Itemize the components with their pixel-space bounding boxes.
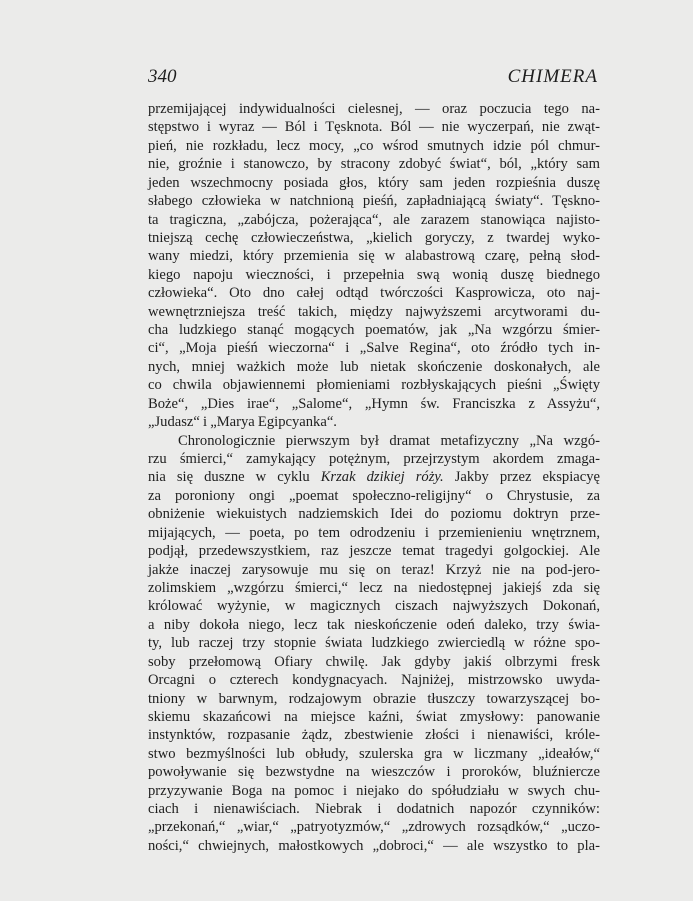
text-line <box>148 468 600 486</box>
text-line: tniony w barwnym, rodzajowym obrazie tłuszczy towarzyszącej bo- <box>148 690 600 707</box>
page-number: 340 <box>148 66 177 87</box>
text-line: Boże“, „Dies irae“, „Salome“, „Hymn św. Franciszka z Assyżu“, <box>148 395 600 412</box>
text-line: słabego człowieka w natchnioną pieśń, zapładniającą światy“. Tęskno- <box>148 193 600 210</box>
text-line: „Judasz“ i „Marya Egipcyanka“. <box>148 414 337 431</box>
text-line: a niby dokoła niego, lecz tak nieskończenie odeń daleko, trzy świa- <box>148 616 600 633</box>
text-line: ności,“ chwiejnych, małostkowych „dobroci,“ — ale wszystko to pla- <box>148 837 600 854</box>
text-line: przyzywanie Boga na pomoc i niejako do spółudziału w swych chu- <box>148 782 600 799</box>
text-segment: Jakby przez ekspiacyę <box>443 469 600 486</box>
text-line: przemijającej indywidualności cielesnej, — oraz poczucia tego na- <box>148 101 600 117</box>
text-line: skiemu skazańcowi na miejsce kaźni, świat zmysłowy: panowanie <box>148 708 600 725</box>
text-line: instynktów, rozpasanie żądz, zbestwienie złości i nienawiści, króle- <box>148 727 600 744</box>
text-line: nych, mniej ważkich może lub nietak skończenie doskonałych, ale <box>148 358 600 375</box>
text-line: jeden wszechmocny posiada głos, który sam jeden rozpieśnia duszę <box>148 174 600 191</box>
text-line: Orcagni o czterech kondygnacyach. Najniżej, mistrzowsko uwyda- <box>148 672 600 689</box>
text-line: tniejszą cechę człowieczeństwa, „kielich goryczy, z twardej wyko- <box>148 229 600 246</box>
body-text <box>148 100 600 855</box>
text-line: królować wyżynie, w magicznych ciszach najwyższych Dokonań, <box>148 598 600 615</box>
text-line: ty, lub raczej trzy stopnie świata ludzkiego zwierciedlą w różne spo- <box>148 635 600 652</box>
text-line: ciach i nienawiściach. Niebrak i dodatnich napozór czynników: <box>148 801 600 818</box>
running-title: CHIMERA <box>507 66 598 87</box>
text-line: stwo bezmyślności lub obłudy, szulerska gra w liczmany „ideałów,“ <box>148 745 600 762</box>
italic-title: Krzak dzikiej róży. <box>320 469 444 486</box>
text-line: jakże inaczej zarysowuje mu się on teraz! Krzyż nie na pod-jero- <box>148 561 600 578</box>
text-line: co chwila objawiennemi płomieniami rozbłyskających pieśni „Święty <box>148 377 600 394</box>
text-line: cha ludzkiego stanąć mogących poematów, jak „Na wzgórzu śmier- <box>148 322 600 339</box>
text-line: wewnętrzniejsza treść takich, między najwyższemi arcytworami du- <box>148 303 600 320</box>
text-line: podjął, przedewszystkiem, raz jeszcze temat tragedyi golgockiej. Ale <box>148 543 600 560</box>
text-line: kiego napoju wieczności, i przepełnia swą wonią duszę biednego <box>148 266 600 283</box>
text-line: nie, groźnie i stanowczo, by stracony zdobyć świat“, ból, „który sam <box>148 156 600 173</box>
text-line: „przekonań,“ „wiar,“ „patryotyzmów,“ „zdrowych rozsądków,“ „uczo- <box>148 819 600 836</box>
text-line: rzu śmierci,“ zamykający potężnym, przejrzystym akordem zmaga- <box>148 451 600 468</box>
text-line: zolimskiem „wzgórzu śmierci,“ lecz na niedostępnej jakiejś zda się <box>148 579 600 596</box>
text-line: ta tragiczna, „zabójcza, pożerająca“, ale zarazem stanowiąca najisto- <box>148 211 600 228</box>
text-line: soby przełomową Ofiary chwilę. Jak gdyby jakiś olbrzymi fresk <box>148 653 600 670</box>
text-line: pień, nie rozkładu, lecz mocy, „co wśrod smutnych idzie pól chmur- <box>148 137 600 154</box>
text-line: obniżenie wiekuistych nadziemskich Idei do poziomu doktryn prze- <box>148 506 600 523</box>
text-line: za poroniony ongi „poemat społeczno-religijny“ o Chrystusie, za <box>148 487 600 504</box>
text-line: Chronologicznie pierwszym był dramat metafizyczny „Na wzgó- <box>178 432 600 449</box>
text-segment: nia się duszne w cyklu <box>148 469 321 486</box>
text-line: mijających, — poeta, po tem odrodzeniu i przemienieniu wnętrznem, <box>148 524 600 541</box>
text-line: człowieka“. Oto dno całej odtąd twórczości Kasprowicza, oto naj- <box>148 285 600 302</box>
text-line: powoływanie się bezwstydne na wieszczów i proroków, bluźniercze <box>148 764 600 781</box>
text-line: wany miedzi, który przemienia się w alabastrową czarę, pełną słod- <box>148 248 600 265</box>
text-line: stępstwo i wyraz — Ból i Tęsknota. Ból — nie wyczerpań, nie zwąt- <box>148 119 600 136</box>
text-line: ci“, „Moja pieśń wieczorna“ i „Salve Regina“, oto źródło tych in- <box>148 340 600 357</box>
